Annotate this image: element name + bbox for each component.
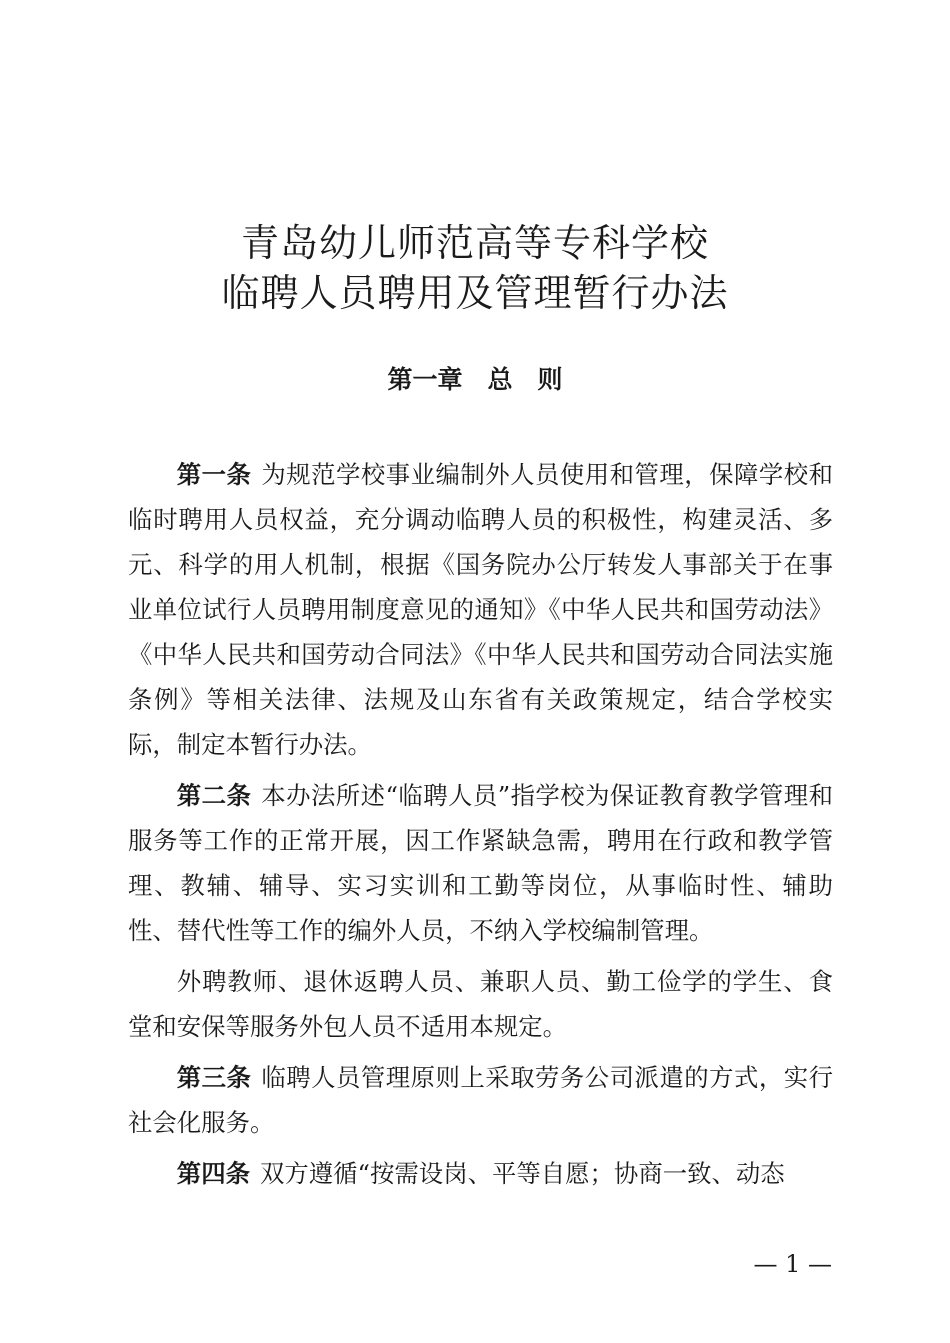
article-text: 本办法所述“临聘人员”指学校为保证教育教学管理和服务等工作的正常开展，因工作紧缺急需，聘用在行政和教学管理、教辅、辅导、实习实训和工勤等岗位，从事临时性、辅助性、替代性等工作的编外人员，不纳入学校编制管理。 — [128, 781, 833, 945]
article-4 — [128, 1151, 833, 1196]
article-text: 为规范学校事业编制外人员使用和管理，保障学校和临时聘用人员权益，充分调动临聘人员的积极性，构建灵活、多元、科学的用人机制，根据《国务院办公厅转发人事部关于在事业单位试行人员聘用制度意见的通知》《中华人民共和国劳动法》《中华人民共和国劳动合同法》《中华人民共和国劳动合同法实施条例》等相关法律、法规及山东省有关政策规定，结合学校实际，制定本暂行办法。 — [128, 460, 833, 759]
article-2-paragraph-2 — [128, 959, 833, 1049]
article-number: 第四条 — [176, 1159, 250, 1188]
article-number: 第一条 — [176, 460, 252, 489]
article-3 — [128, 1055, 833, 1145]
article-text: 临聘人员管理原则上采取劳务公司派遣的方式，实行社会化服务。 — [128, 1063, 833, 1137]
article-number: 第三条 — [176, 1063, 252, 1092]
article-1 — [128, 452, 833, 767]
document-body — [128, 452, 833, 1202]
article-text: 双方遵循“按需设岗、平等自愿；协商一致、动态 — [259, 1159, 785, 1188]
document-title-line-1: 青岛幼儿师范高等专科学校 — [240, 221, 709, 265]
document-title-line-2: 临聘人员聘用及管理暂行办法 — [221, 271, 729, 315]
chapter-heading: 第一章 总 则 — [387, 365, 563, 394]
page-number: — 1 — — [753, 1250, 832, 1278]
article-2 — [128, 773, 833, 953]
article-text: 外聘教师、退休返聘人员、兼职人员、勤工俭学的学生、食堂和安保等服务外包人员不适用本规定。 — [128, 967, 833, 1041]
article-number: 第二条 — [176, 781, 252, 810]
